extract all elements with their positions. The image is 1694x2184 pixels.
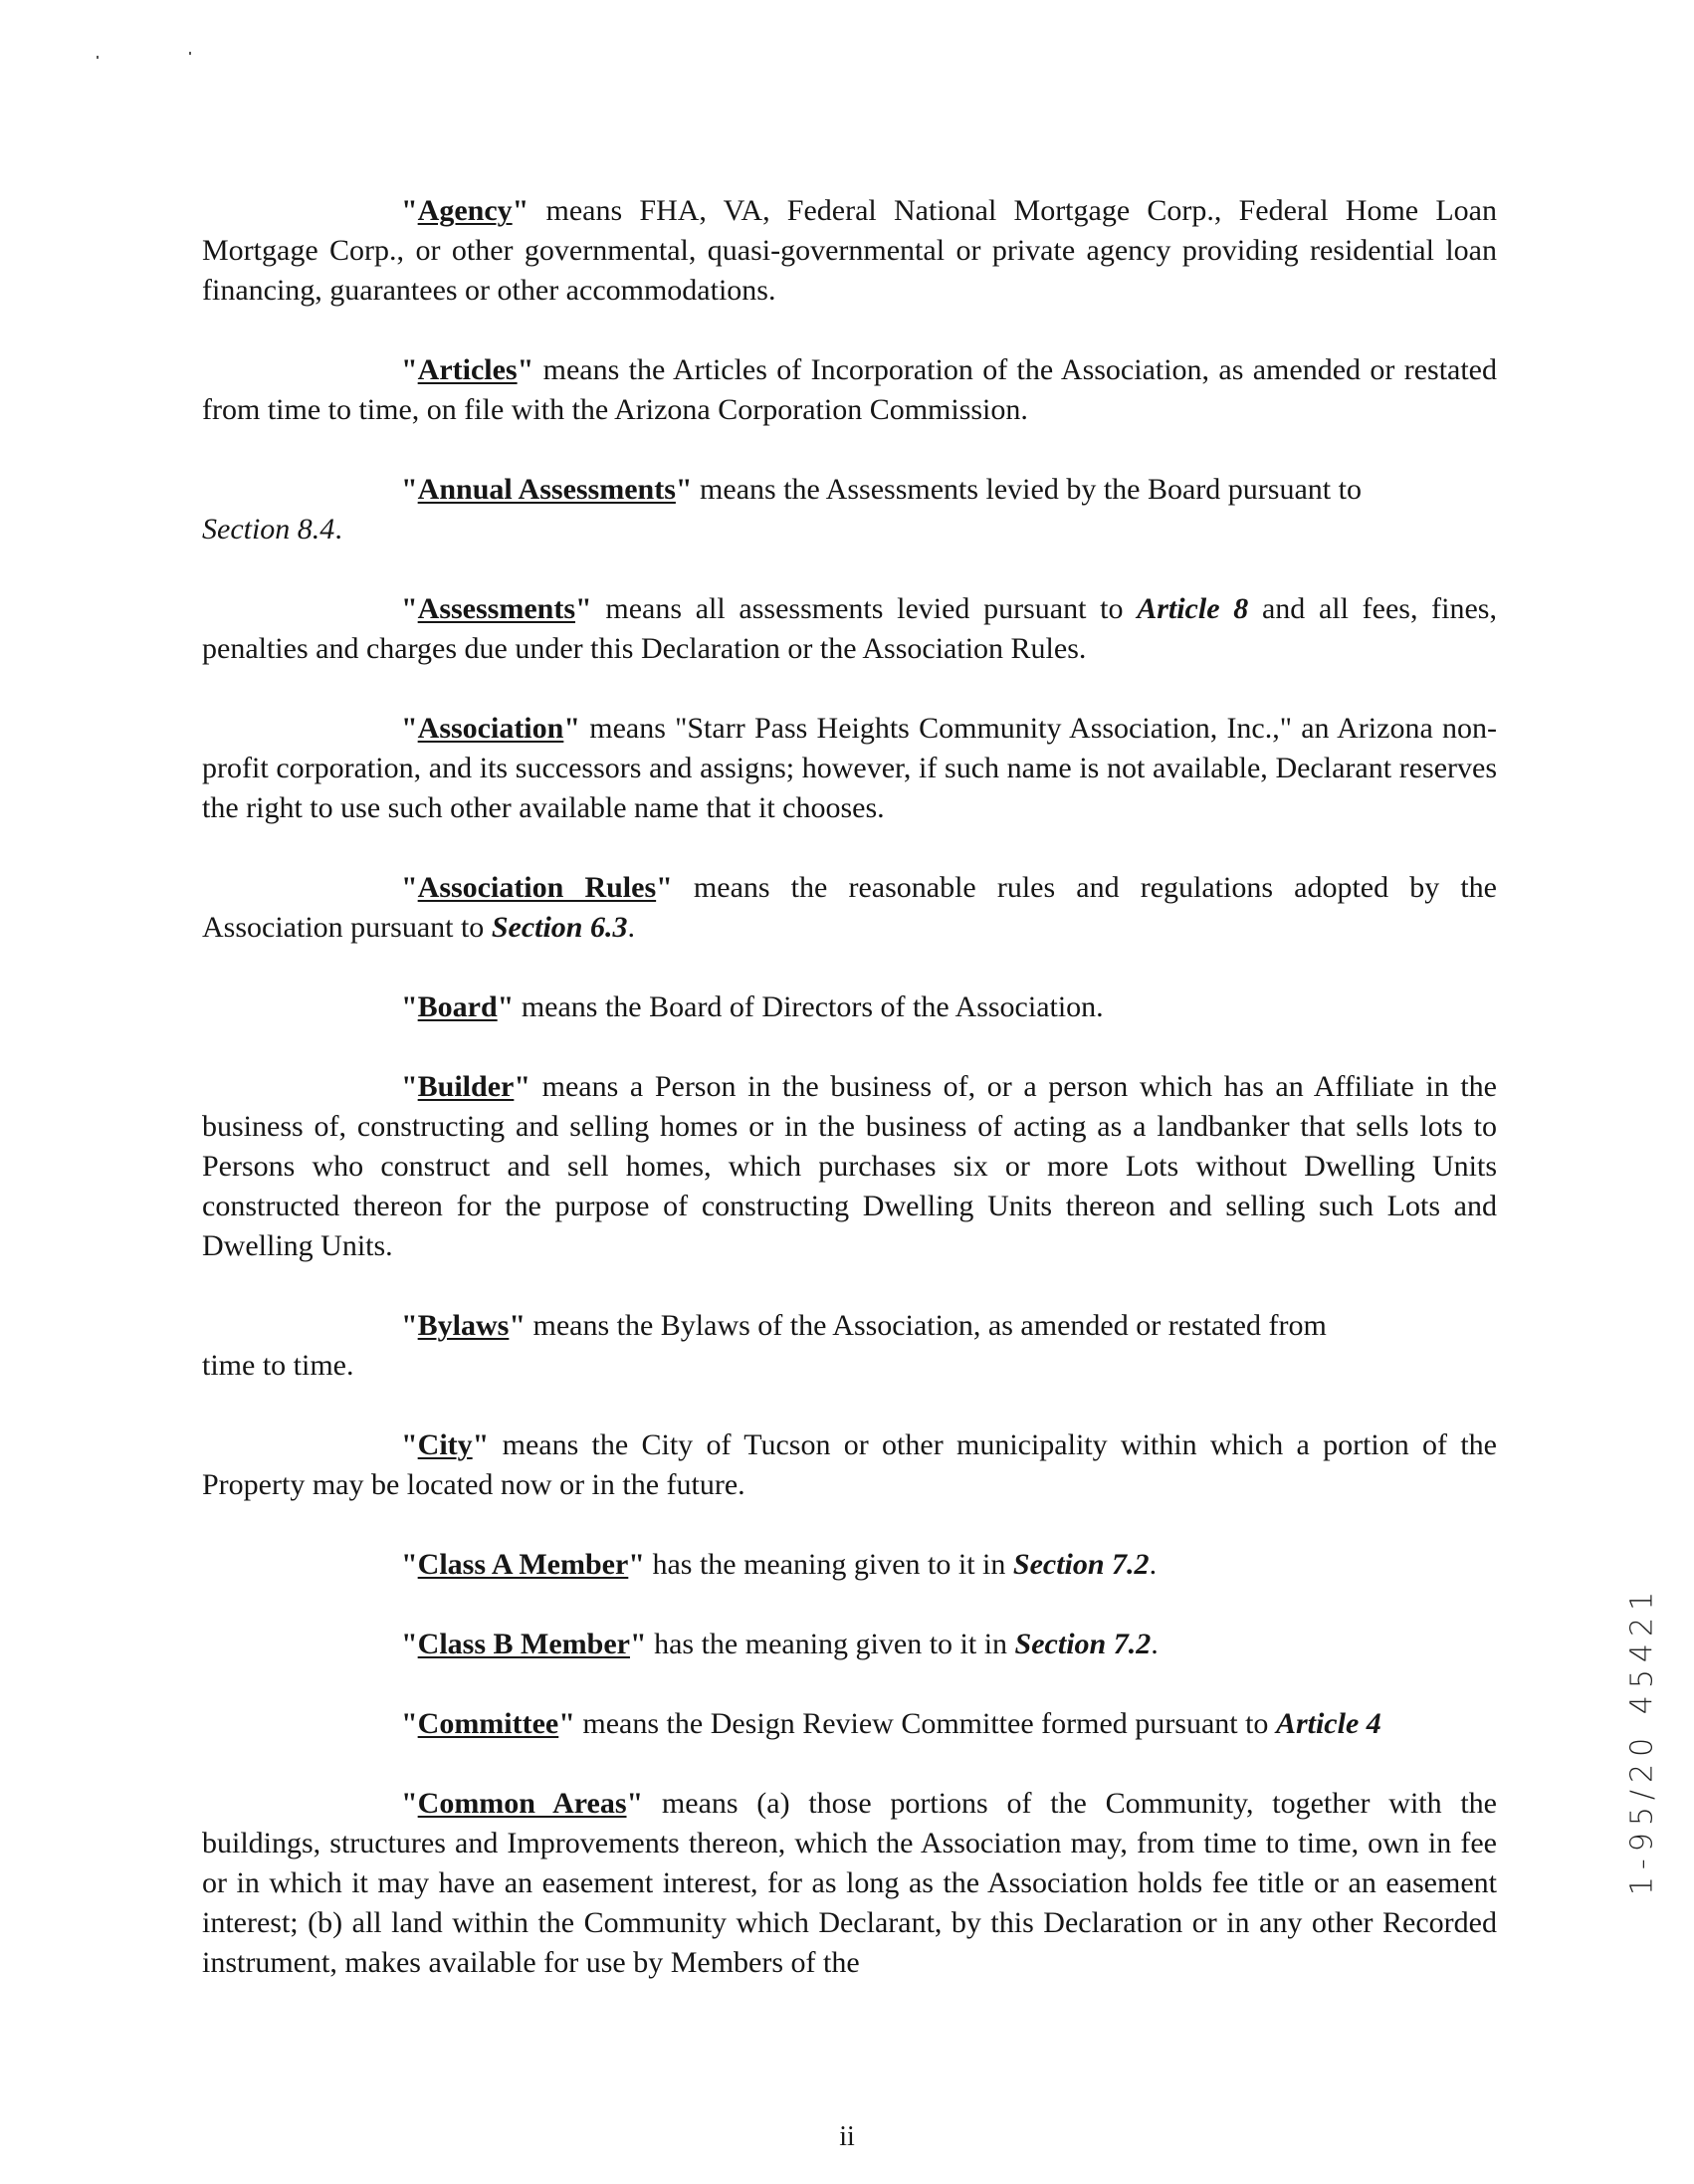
term: "Association Rules" <box>401 871 673 904</box>
definition-annual-assessments: "Annual Assessments" means the Assessments levied by the Board pursuant to Section 8.4. <box>202 473 1362 546</box>
term: "Agency" <box>401 194 529 227</box>
page-number: ii <box>839 2121 855 2152</box>
recording-stamp <box>1622 1584 1662 1896</box>
article-reference: Article 4 <box>1275 1707 1381 1740</box>
term: "Class B Member" <box>401 1628 647 1660</box>
definition-city: "City" means the City of Tucson or other municipality within which a portion of the Property may be located now or in the future. <box>202 1428 1497 1501</box>
section-reference: Section 8.4 <box>202 513 335 546</box>
term: "City" <box>401 1428 490 1461</box>
article-reference: Article 8 <box>1137 592 1249 625</box>
definition-association: "Association" means "Starr Pass Heights Community Association, Inc.," an Arizona non-profit corporation, and its successors and assigns; however, if such name is not available, Declarant reserves the right to use such other available name that it chooses. <box>202 712 1497 824</box>
definition-articles: "Articles" means the Articles of Incorporation of the Association, as amended or restated from time to time, on file with the Arizona Corporation Commission. <box>202 353 1497 426</box>
term: "Bylaws" <box>401 1309 526 1342</box>
definition-builder: "Builder" means a Person in the business of, or a person which has an Affiliate in the business of, constructing and selling homes or in the business of acting as a landbanker that sells lots to Persons who construct and sell homes, which purchases six or more Lots without Dwelling Units constructed thereon for the purpose of constructing Dwelling Units thereon and selling such Lots and Dwelling Units. <box>202 1070 1497 1262</box>
section-reference: Section 6.3 <box>491 911 628 944</box>
term: "Annual Assessments" <box>401 473 693 506</box>
definition-class-b-member: "Class B Member" has the meaning given to it in Section 7.2. <box>401 1628 1159 1660</box>
term: "Common Areas" <box>401 1787 644 1820</box>
definition-committee: "Committee" means the Design Review Committee formed pursuant to Article 4 <box>401 1707 1381 1740</box>
recording-stamp-text: 1-95/20 45421 <box>1624 1584 1660 1896</box>
term: "Assessments" <box>401 592 592 625</box>
term: "Articles" <box>401 353 534 386</box>
term: "Committee" <box>401 1707 575 1740</box>
definition-board: "Board" means the Board of Directors of the Association. <box>401 990 1104 1023</box>
definition-assessments: "Assessments" means all assessments levied pursuant to Article 8 and all fees, fines, penalties and charges due under this Declaration or the Association Rules. <box>202 592 1497 665</box>
term: "Board" <box>401 990 515 1023</box>
definitions-list <box>202 191 1497 2023</box>
section-reference: Section 7.2 <box>1014 1628 1152 1660</box>
scan-speck <box>97 56 99 59</box>
scan-speck <box>189 52 191 55</box>
definition-association-rules: "Association Rules" means the reasonable rules and regulations adopted by the Association pursuant to Section 6.3. <box>202 871 1497 944</box>
term: "Association" <box>401 712 580 745</box>
term: "Builder" <box>401 1070 530 1103</box>
definition-class-a-member: "Class A Member" has the meaning given to it in Section 7.2. <box>401 1548 1158 1581</box>
term: "Class A Member" <box>401 1548 645 1581</box>
definition-agency: "Agency" means FHA, VA, Federal National Mortgage Corp., Federal Home Loan Mortgage Corp., or other governmental, quasi-governmental or private agency providing residential loan financing, guarantees or other accommodations. <box>202 194 1497 307</box>
section-reference: Section 7.2 <box>1012 1548 1150 1581</box>
definition-common-areas: "Common Areas" means (a) those portions of the Community, together with the buildings, structures and Improvements thereon, which the Association may, from time to time, own in fee or in which it may have an easement interest, for as long as the Association holds fee title or an easement interest; (b) all land within the Community which Declarant, by this Declaration or in any other Recorded instrument, makes available for use by Members of the <box>202 1787 1498 1979</box>
definition-bylaws: "Bylaws" means the Bylaws of the Association, as amended or restated from time to time. <box>202 1309 1327 1382</box>
